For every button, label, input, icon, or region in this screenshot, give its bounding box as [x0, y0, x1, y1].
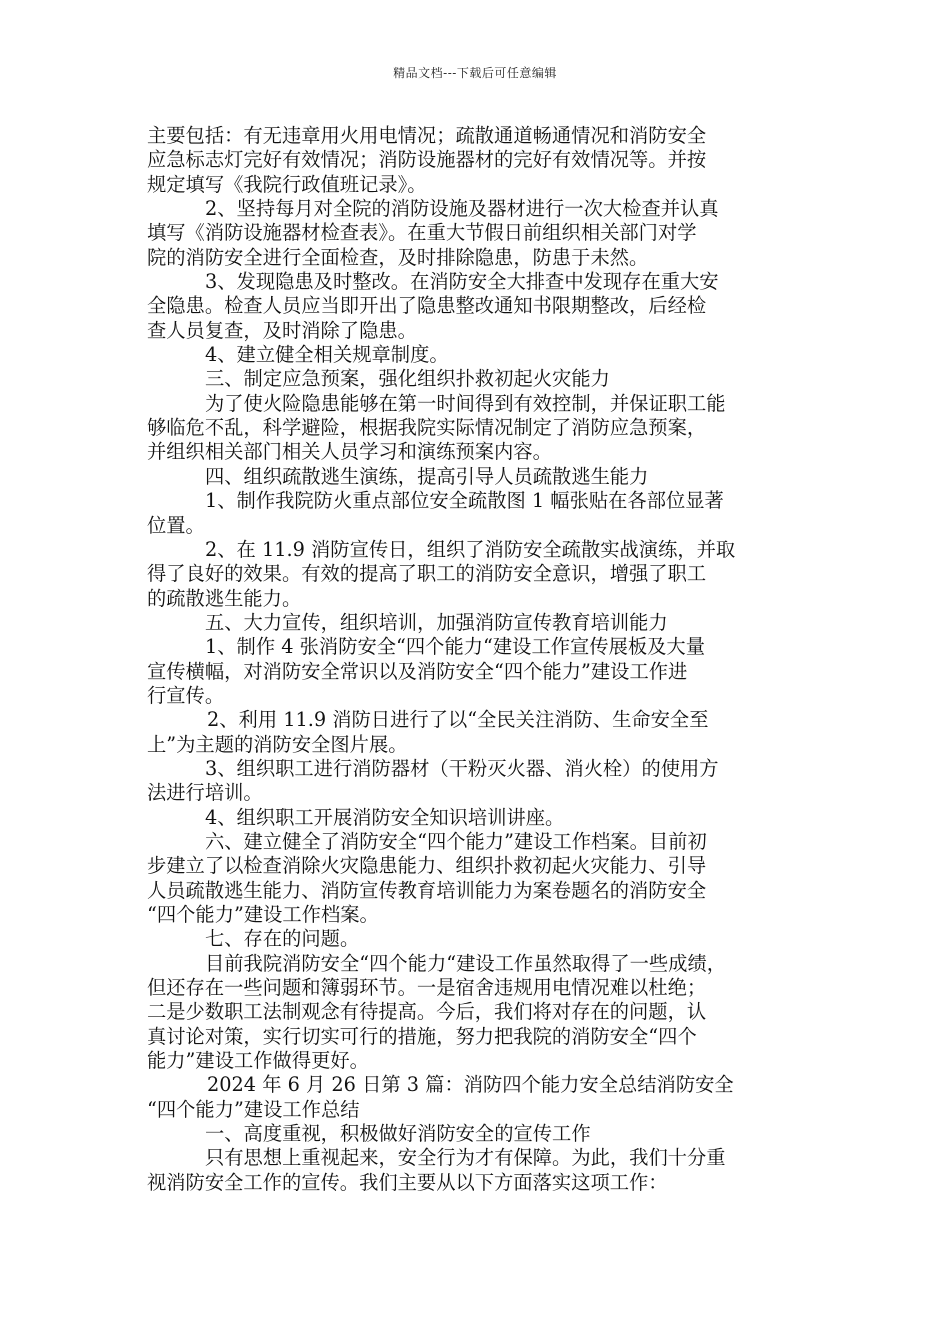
section-heading: 六、建立健全了消防安全“四个能力”建设工作档案。目前初 [205, 829, 707, 853]
paragraph-line: 3、发现隐患及时整改。在消防安全大排查中发现存在重大安 [205, 270, 719, 294]
page-header: 精品文档---下载后可任意编辑 [393, 66, 557, 80]
document-body [147, 124, 807, 1195]
paragraph-line: 并组织相关部门相关人员学习和演练预案内容。 [147, 440, 552, 464]
paragraph-line: 规定填写《我院行政值班记录》。 [147, 172, 427, 196]
paragraph-line: 3、组织职工进行消防器材（干粉灭火器、消火栓）的使用方 [205, 756, 719, 780]
paragraph-line: 全隐患。检查人员应当即开出了隐患整改通知书限期整改，后经检 [147, 294, 707, 318]
section-heading: 七、存在的问题。 [205, 927, 360, 951]
paragraph-line: 查人员复查，及时消除了隐患。 [147, 318, 417, 342]
section-heading: 三、制定应急预案，强化组织扑救初起火灾能力 [205, 367, 610, 391]
paragraph-line: 真讨论对策，实行切实可行的措施，努力把我院的消防安全“四个 [147, 1024, 697, 1048]
paragraph-line: 院的消防安全进行全面检查，及时排除隐患，防患于未然。 [147, 245, 649, 269]
paragraph-line: 宣传横幅，对消防安全常识以及消防安全“四个能力”建设工作进 [147, 659, 688, 683]
paragraph-line: 主要包括：有无违章用火用电情况；疏散通道畅通情况和消防安全 [147, 124, 707, 147]
section-heading: 一、高度重视，积极做好消防安全的宣传工作 [205, 1122, 591, 1146]
paragraph-line: 上”为主题的消防安全图片展。 [147, 732, 408, 756]
paragraph-line: 步建立了以检查消除火灾隐患能力、组织扑救初起火灾能力、引导 [147, 854, 707, 878]
article-title-line: 2024 年 6 月 26 日第 3 篇：消防四个能力安全总结消防安全 [207, 1073, 734, 1097]
paragraph-line: “四个能力”建设工作档案。 [147, 903, 379, 926]
paragraph-line: 只有思想上重视起来，安全行为才有保障。为此，我们十分重 [205, 1146, 726, 1170]
paragraph-line: 目前我院消防安全“四个能力“建设工作虽然取得了一些成绩， [205, 951, 727, 975]
paragraph-line: 4、组织职工开展消防安全知识培训讲座。 [205, 805, 565, 829]
paragraph-line: 2、利用 11.9 消防日进行了以“全民关注消防、生命安全至 [207, 708, 709, 732]
paragraph-line: 位置。 [147, 513, 205, 537]
paragraph-line: 4、建立健全相关规章制度。 [205, 343, 449, 367]
paragraph-line: 1、制作 4 张消防安全“四个能力“建设工作宣传展板及大量 [205, 635, 705, 659]
paragraph-line: 为了使火险隐患能够在第一时间得到有效控制，并保证职工能 [205, 391, 726, 415]
section-heading: 四、组织疏散逃生演练，提高引导人员疏散逃生能力 [205, 464, 649, 488]
paragraph-line: 能力”建设工作做得更好。 [147, 1049, 369, 1073]
paragraph-line: 但还存在一些问题和簿弱环节。一是宿舍违规用电情况难以杜绝； [147, 976, 707, 1000]
paragraph-line: 二是少数职工法制观念有待提高。今后，我们将对存在的问题，认 [147, 1000, 707, 1024]
paragraph-line: 视消防安全工作的宣传。我们主要从以下方面落实这项工作： [147, 1170, 668, 1194]
paragraph-line: 行宣传。 [147, 683, 225, 707]
paragraph-line: 人员疏散逃生能力、消防宣传教育培训能力为案卷题名的消防安全 [147, 878, 707, 902]
paragraph-line: 法进行培训。 [147, 781, 263, 805]
paragraph-line: 够临危不乱，科学避险，根据我院实际情况制定了消防应急预案， [147, 416, 707, 440]
article-title-line: “四个能力”建设工作总结 [147, 1097, 360, 1121]
section-heading: 五、大力宣传，组织培训，加强消防宣传教育培训能力 [205, 610, 668, 634]
paragraph-line: 应急标志灯完好有效情况；消防设施器材的完好有效情况等。并按 [147, 148, 707, 172]
paragraph-line: 2、坚持每月对全院的消防设施及器材进行一次大检查并认真 [205, 197, 719, 221]
paragraph-line: 1、制作我院防火重点部位安全疏散图 1 幅张贴在各部位显著 [205, 489, 724, 513]
paragraph-line: 2、在 11.9 消防宣传日，组织了消防安全疏散实战演练，并取 [205, 537, 736, 561]
paragraph-line: 填写《消防设施器材检查表》。在重大节假日前组织相关部门对学 [147, 221, 697, 245]
paragraph-line: 得了良好的效果。有效的提高了职工的消防安全意识，增强了职工 [147, 562, 707, 586]
paragraph-line: 的疏散逃生能力。 [147, 586, 302, 610]
